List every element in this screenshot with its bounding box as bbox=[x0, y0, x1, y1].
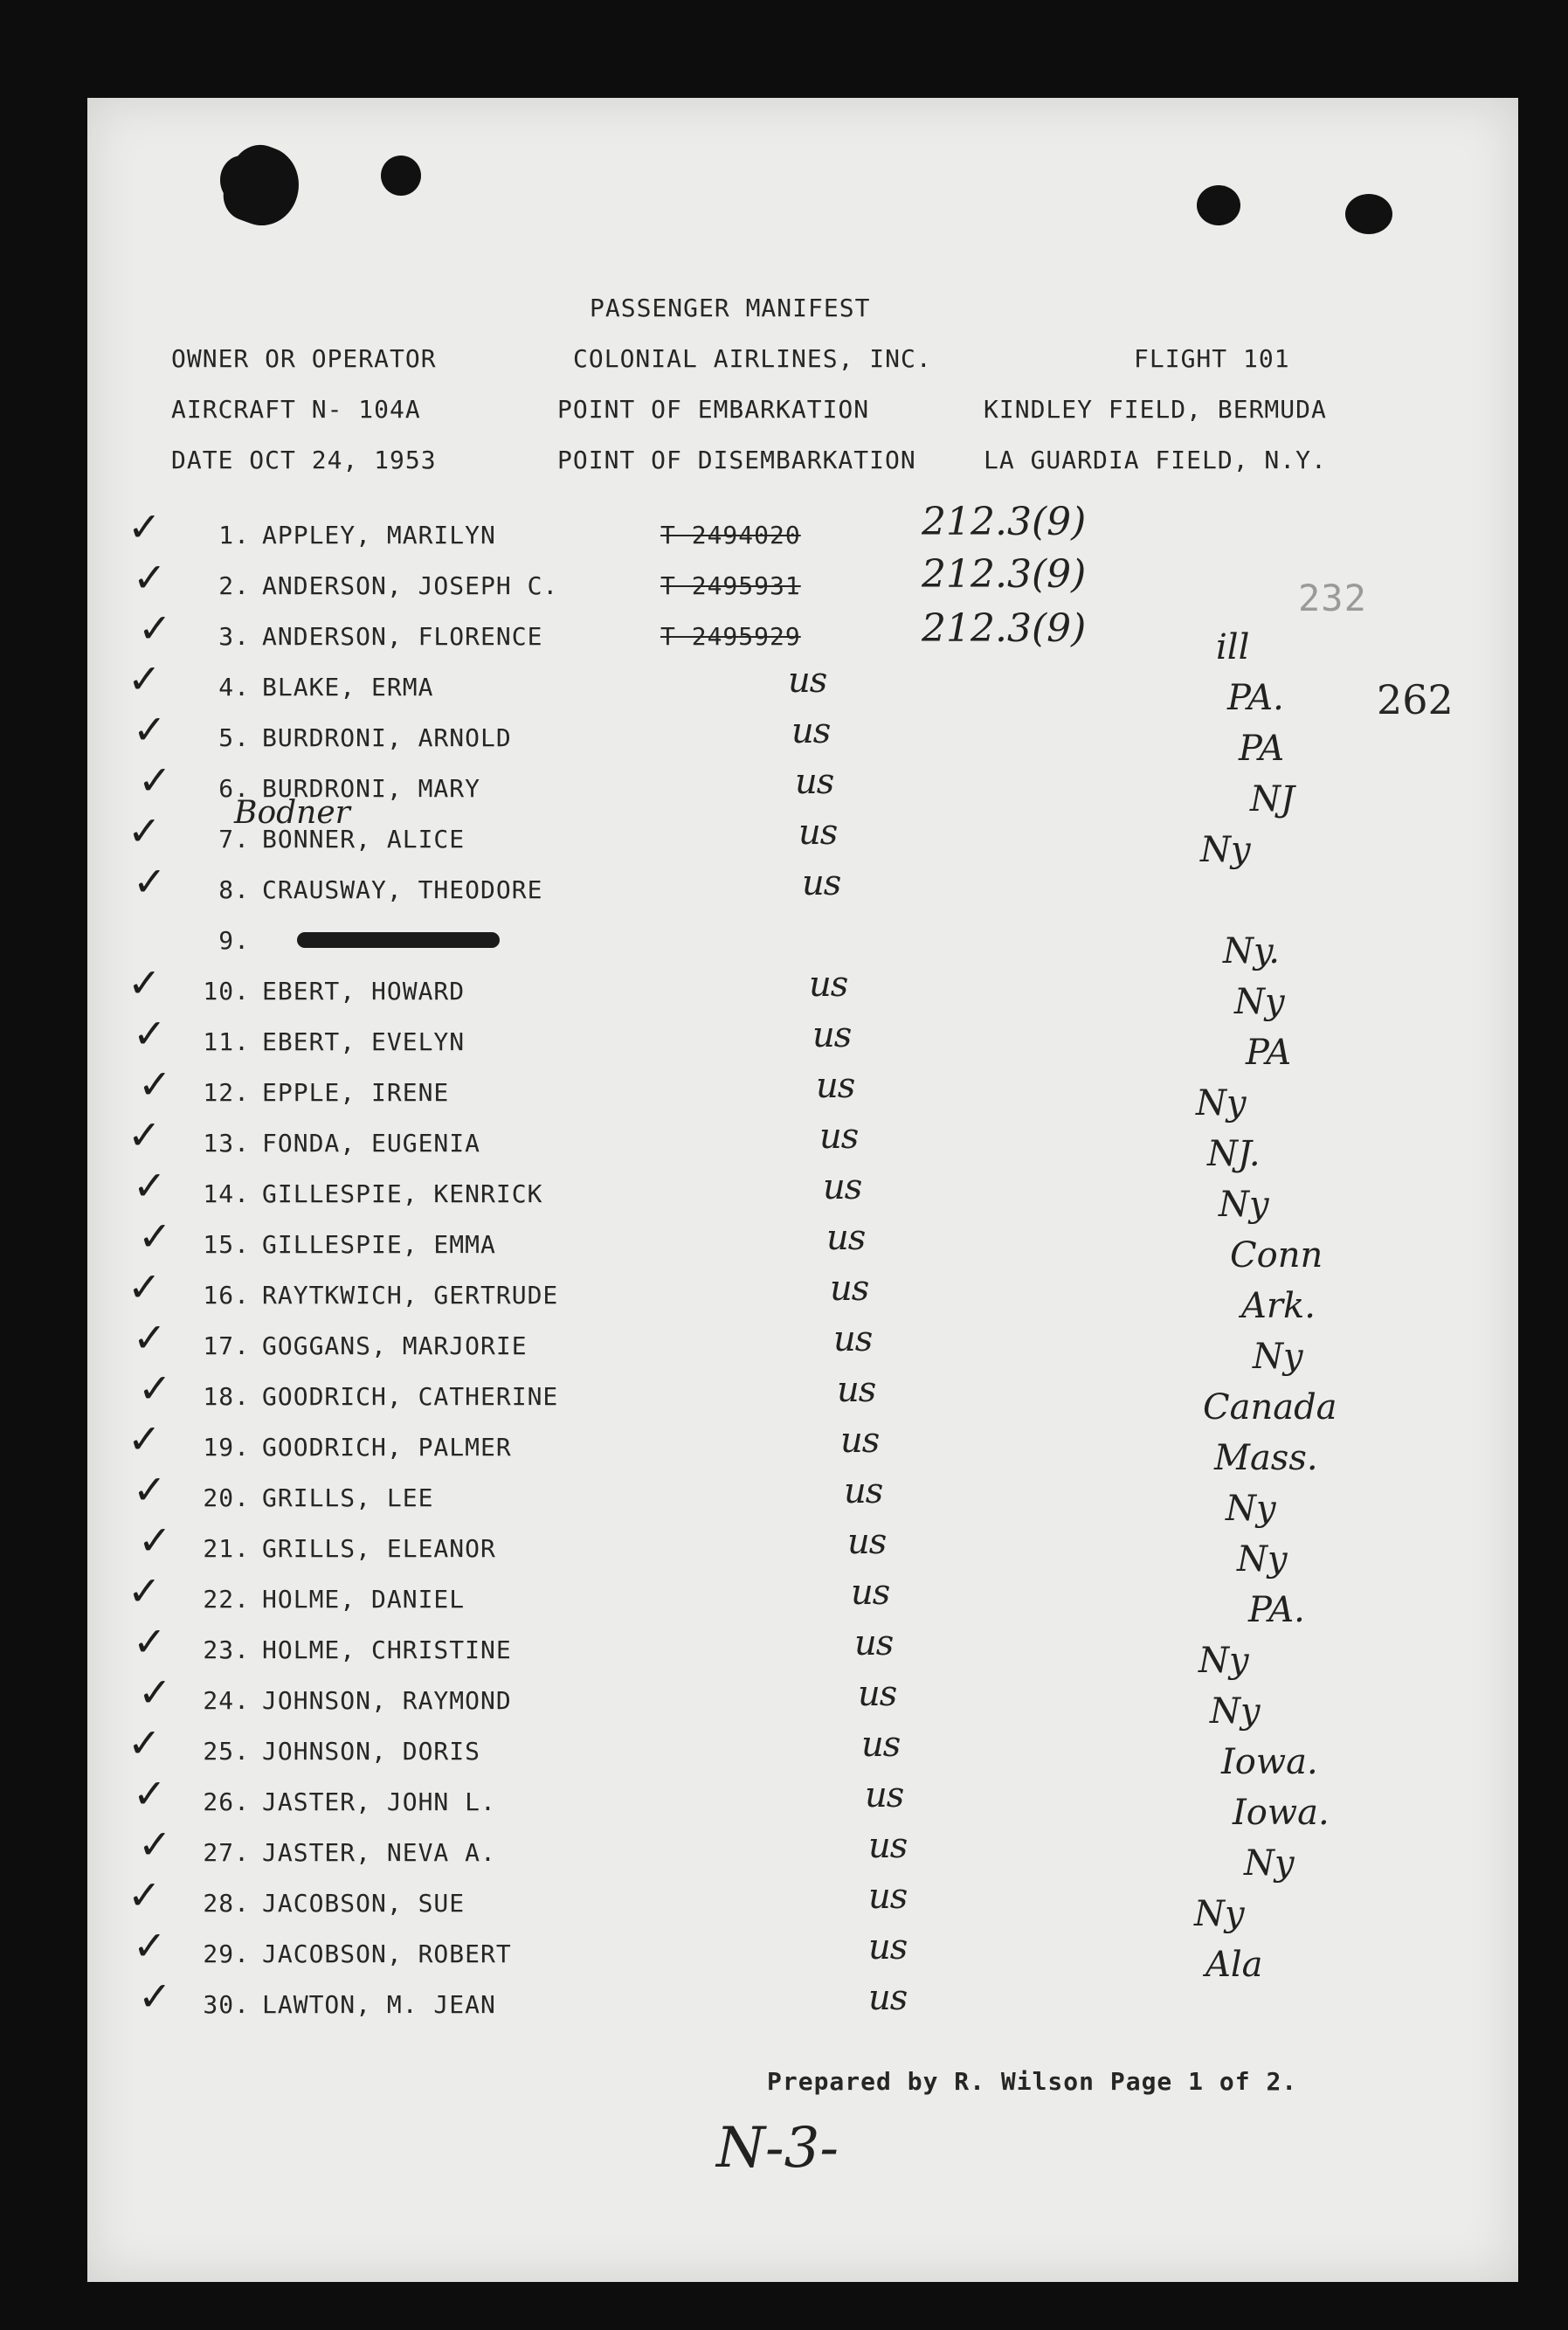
check-mark: ✓ bbox=[128, 1567, 162, 1614]
passenger-name: FONDA, EUGENIA bbox=[262, 1129, 481, 1158]
passenger-name: HOLME, DANIEL bbox=[262, 1585, 466, 1614]
passenger-name: HOLME, CHRISTINE bbox=[262, 1635, 512, 1664]
passenger-name: BONNER, ALICE bbox=[262, 825, 466, 854]
residence-handwritten: Iowa. bbox=[1233, 1793, 1330, 1833]
passenger-number: 10. bbox=[203, 977, 250, 1006]
passenger-name: JACOBSON, ROBERT bbox=[262, 1939, 512, 1968]
check-mark: ✓ bbox=[133, 1618, 167, 1665]
passenger-number: 5. bbox=[218, 723, 250, 752]
owner-label: OWNER OR OPERATOR bbox=[171, 344, 437, 373]
passenger-number: 28. bbox=[203, 1889, 250, 1918]
residence-handwritten: Iowa. bbox=[1221, 1742, 1318, 1782]
aircraft-label: AIRCRAFT N- 104A bbox=[171, 395, 421, 424]
passenger-number: 12. bbox=[203, 1078, 250, 1107]
citizenship-handwritten: us bbox=[798, 812, 838, 853]
check-mark: ✓ bbox=[128, 1719, 162, 1767]
check-mark: ✓ bbox=[128, 1111, 162, 1158]
check-mark: ✓ bbox=[128, 1871, 162, 1919]
check-mark: ✓ bbox=[128, 503, 162, 550]
citizenship-handwritten: us bbox=[830, 1269, 869, 1309]
check-mark: ✓ bbox=[133, 1162, 167, 1209]
passenger-number: 19. bbox=[203, 1433, 250, 1462]
handwritten-code: 212.3(9) bbox=[922, 552, 1087, 597]
check-mark: ✓ bbox=[128, 1415, 162, 1462]
passenger-name: JASTER, NEVA A. bbox=[262, 1838, 496, 1867]
citizenship-handwritten: us bbox=[826, 1218, 866, 1258]
residence-handwritten: PA bbox=[1239, 729, 1285, 769]
residence-handwritten: Ny bbox=[1194, 1894, 1245, 1934]
residence-handwritten: Conn bbox=[1230, 1235, 1323, 1276]
passenger-number: 18. bbox=[203, 1382, 250, 1411]
date-label: DATE OCT 24, 1953 bbox=[171, 446, 437, 474]
check-mark: ✓ bbox=[138, 1061, 172, 1108]
citizenship-handwritten: us bbox=[802, 863, 841, 903]
passenger-number: 22. bbox=[203, 1585, 250, 1614]
passenger-name: GOGGANS, MARJORIE bbox=[262, 1331, 528, 1360]
page-number-stamp: 262 bbox=[1377, 676, 1454, 723]
passenger-name: ANDERSON, JOSEPH C. bbox=[262, 571, 559, 600]
citizenship-handwritten: us bbox=[788, 660, 827, 701]
check-mark: ✓ bbox=[128, 807, 162, 854]
citizenship-handwritten: us bbox=[795, 762, 834, 802]
scratched-out-name bbox=[297, 932, 500, 948]
check-mark: ✓ bbox=[138, 1365, 172, 1412]
passenger-name: ANDERSON, FLORENCE bbox=[262, 622, 543, 651]
punch-hole-right-a bbox=[1197, 185, 1240, 225]
residence-handwritten: ill bbox=[1216, 627, 1250, 667]
residence-handwritten: PA. bbox=[1227, 678, 1284, 718]
passenger-number: 1. bbox=[218, 521, 250, 550]
passenger-number: 8. bbox=[218, 875, 250, 904]
punch-hole-right-b bbox=[1345, 194, 1392, 234]
embarkation-label: POINT OF EMBARKATION bbox=[557, 395, 870, 424]
passenger-number: 27. bbox=[203, 1838, 250, 1867]
citizenship-handwritten: us bbox=[791, 711, 831, 751]
residence-handwritten: NJ. bbox=[1207, 1134, 1261, 1174]
residence-handwritten: Ny bbox=[1219, 1185, 1269, 1225]
residence-handwritten: Ny bbox=[1200, 830, 1251, 870]
citizenship-handwritten: us bbox=[847, 1522, 887, 1562]
check-mark: ✓ bbox=[138, 1517, 172, 1564]
residence-handwritten: Mass. bbox=[1214, 1438, 1318, 1478]
check-mark: ✓ bbox=[133, 1314, 167, 1361]
citizenship-handwritten: us bbox=[844, 1471, 883, 1511]
residence-handwritten: PA bbox=[1246, 1033, 1292, 1073]
passenger-name: GILLESPIE, EMMA bbox=[262, 1230, 496, 1259]
passenger-name: GOODRICH, PALMER bbox=[262, 1433, 512, 1462]
passenger-number: 21. bbox=[203, 1534, 250, 1563]
passenger-number: 17. bbox=[203, 1331, 250, 1360]
disembarkation-label: POINT OF DISEMBARKATION bbox=[557, 446, 916, 474]
citizenship-handwritten: us bbox=[823, 1167, 862, 1207]
passenger-name: JACOBSON, SUE bbox=[262, 1889, 466, 1918]
passenger-name: LAWTON, M. JEAN bbox=[262, 1990, 496, 2019]
check-mark: ✓ bbox=[128, 1263, 162, 1310]
handwritten-folio: N-3- bbox=[716, 2116, 839, 2181]
punch-hole-left-small bbox=[381, 156, 421, 196]
citizenship-handwritten: us bbox=[812, 1015, 852, 1055]
residence-handwritten: Ny bbox=[1234, 982, 1285, 1022]
passenger-number: 3. bbox=[218, 622, 250, 651]
passenger-name: GILLESPIE, KENRICK bbox=[262, 1179, 543, 1208]
residence-handwritten: Canada bbox=[1203, 1387, 1337, 1428]
residence-handwritten: NJ bbox=[1250, 779, 1295, 819]
check-mark: ✓ bbox=[138, 1669, 172, 1716]
faint-page-number: 232 bbox=[1298, 577, 1367, 619]
handwritten-code: 212.3(9) bbox=[922, 500, 1087, 544]
passenger-number: 9. bbox=[218, 926, 250, 955]
passenger-name: BLAKE, ERMA bbox=[262, 673, 434, 702]
passenger-name: CRAUSWAY, THEODORE bbox=[262, 875, 543, 904]
residence-handwritten: Ny bbox=[1210, 1691, 1261, 1732]
check-mark: ✓ bbox=[133, 554, 167, 601]
citizenship-handwritten: us bbox=[854, 1623, 894, 1663]
citizenship-handwritten: us bbox=[840, 1421, 880, 1461]
check-mark: ✓ bbox=[133, 1010, 167, 1057]
passenger-number: 7. bbox=[218, 825, 250, 854]
ticket-number: T 2495931 bbox=[660, 571, 801, 600]
residence-handwritten: Ny bbox=[1226, 1489, 1276, 1529]
passenger-name: JASTER, JOHN L. bbox=[262, 1787, 496, 1816]
check-mark: ✓ bbox=[133, 1770, 167, 1817]
passenger-name: EBERT, EVELYN bbox=[262, 1027, 466, 1056]
citizenship-handwritten: us bbox=[858, 1674, 897, 1714]
passenger-number: 15. bbox=[203, 1230, 250, 1259]
residence-handwritten: Ala bbox=[1205, 1945, 1263, 1985]
passenger-number: 6. bbox=[218, 774, 250, 803]
citizenship-handwritten: us bbox=[868, 1927, 908, 1967]
ink-blot-mark bbox=[216, 137, 310, 236]
check-mark: ✓ bbox=[138, 1821, 172, 1868]
citizenship-handwritten: us bbox=[865, 1775, 904, 1815]
citizenship-handwritten: us bbox=[868, 1978, 908, 2018]
passenger-name: GRILLS, ELEANOR bbox=[262, 1534, 496, 1563]
citizenship-handwritten: us bbox=[868, 1826, 908, 1866]
handwritten-code: 212.3(9) bbox=[922, 606, 1087, 651]
passenger-number: 11. bbox=[203, 1027, 250, 1056]
passenger-name: EBERT, HOWARD bbox=[262, 977, 466, 1006]
passenger-number: 13. bbox=[203, 1129, 250, 1158]
residence-handwritten: Ny bbox=[1253, 1337, 1303, 1377]
citizenship-handwritten: us bbox=[833, 1319, 873, 1359]
passenger-name: EPPLE, IRENE bbox=[262, 1078, 450, 1107]
check-mark: ✓ bbox=[133, 858, 167, 905]
check-mark: ✓ bbox=[138, 757, 172, 804]
check-mark: ✓ bbox=[133, 1466, 167, 1513]
citizenship-handwritten: us bbox=[816, 1066, 855, 1106]
passenger-number: 24. bbox=[203, 1686, 250, 1715]
check-mark: ✓ bbox=[138, 1213, 172, 1260]
prepared-by-footer: Prepared by R. Wilson Page 1 of 2. bbox=[767, 2067, 1298, 2096]
check-mark: ✓ bbox=[133, 1922, 167, 1969]
document-title: PASSENGER MANIFEST bbox=[590, 294, 871, 322]
passenger-number: 26. bbox=[203, 1787, 250, 1816]
check-mark: ✓ bbox=[138, 605, 172, 652]
residence-handwritten: Ny bbox=[1237, 1539, 1288, 1580]
owner-value: COLONIAL AIRLINES, INC. bbox=[573, 344, 932, 373]
passenger-number: 16. bbox=[203, 1281, 250, 1310]
passenger-name: GOODRICH, CATHERINE bbox=[262, 1382, 559, 1411]
citizenship-handwritten: us bbox=[837, 1370, 876, 1410]
passenger-name: RAYTKWICH, GERTRUDE bbox=[262, 1281, 559, 1310]
citizenship-handwritten: us bbox=[861, 1725, 901, 1765]
passenger-name: JOHNSON, DORIS bbox=[262, 1737, 481, 1766]
passenger-number: 29. bbox=[203, 1939, 250, 1968]
passenger-number: 4. bbox=[218, 673, 250, 702]
passenger-name: BURDRONI, MARY bbox=[262, 774, 481, 803]
passenger-name: GRILLS, LEE bbox=[262, 1483, 434, 1512]
passenger-number: 2. bbox=[218, 571, 250, 600]
residence-handwritten: Ny. bbox=[1223, 931, 1280, 971]
citizenship-handwritten: us bbox=[809, 964, 848, 1005]
passenger-name: APPLEY, MARILYN bbox=[262, 521, 496, 550]
residence-handwritten: Ny bbox=[1244, 1843, 1295, 1884]
passenger-number: 14. bbox=[203, 1179, 250, 1208]
passenger-number: 30. bbox=[203, 1990, 250, 2019]
residence-handwritten: PA. bbox=[1248, 1590, 1305, 1630]
check-mark: ✓ bbox=[133, 706, 167, 753]
flight-number: FLIGHT 101 bbox=[1134, 344, 1290, 373]
passenger-name: BURDRONI, ARNOLD bbox=[262, 723, 512, 752]
manifest-page bbox=[87, 98, 1518, 2282]
check-mark: ✓ bbox=[128, 959, 162, 1006]
handwritten-correction: Bodner bbox=[234, 795, 350, 831]
citizenship-handwritten: us bbox=[851, 1573, 890, 1613]
residence-handwritten: Ark. bbox=[1241, 1286, 1316, 1326]
residence-handwritten: Ny bbox=[1198, 1641, 1249, 1681]
citizenship-handwritten: us bbox=[819, 1117, 859, 1157]
ticket-number: T 2495929 bbox=[660, 622, 801, 651]
ticket-number: T 2494020 bbox=[660, 521, 801, 550]
passenger-name: JOHNSON, RAYMOND bbox=[262, 1686, 512, 1715]
disembarkation-value: LA GUARDIA FIELD, N.Y. bbox=[984, 446, 1327, 474]
passenger-number: 23. bbox=[203, 1635, 250, 1664]
embarkation-value: KINDLEY FIELD, BERMUDA bbox=[984, 395, 1327, 424]
passenger-number: 20. bbox=[203, 1483, 250, 1512]
check-mark: ✓ bbox=[138, 1973, 172, 2020]
passenger-number: 25. bbox=[203, 1737, 250, 1766]
check-mark: ✓ bbox=[128, 655, 162, 702]
residence-handwritten: Ny bbox=[1196, 1083, 1247, 1124]
citizenship-handwritten: us bbox=[868, 1877, 908, 1917]
